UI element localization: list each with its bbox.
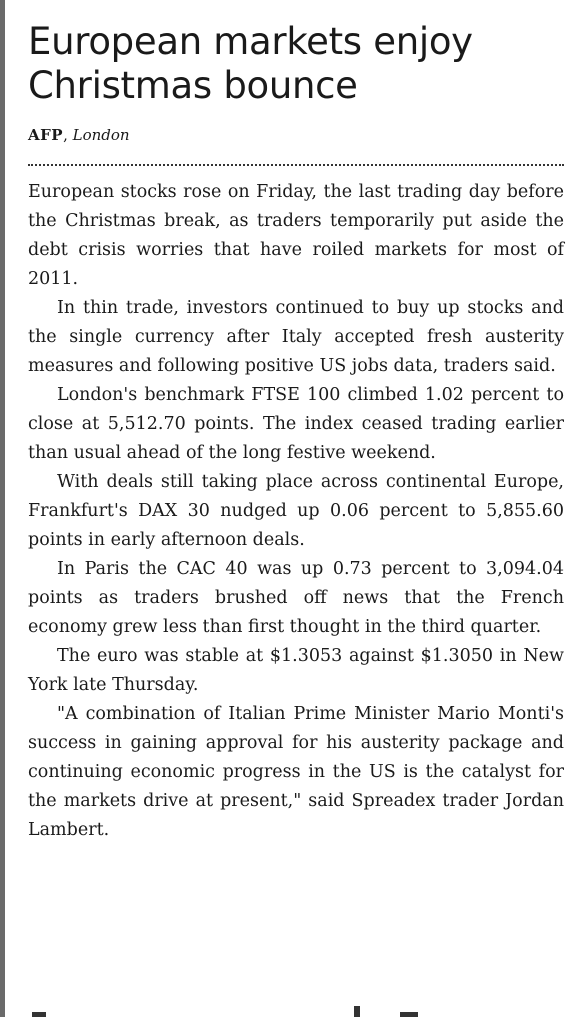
byline-city: London — [72, 126, 130, 144]
paragraph-2: In thin trade, investors continued to buy up stocks and the single currency after Italy accepted fresh austerity measures and following positive US jobs data, traders said. — [28, 298, 564, 376]
paragraph-7: "A combination of Italian Prime Minister Mario Monti's success in gaining approval for his austerity package and continuing economic progress in the US is the catalyst for the markets drive at present," said Spreadex trader Jordan Lambert. — [28, 704, 564, 840]
paragraph-3: London's benchmark FTSE 100 climbed 1.02 percent to close at 5,512.70 points. The index ceased trading earlier than usual ahead of the long festive weekend. — [28, 385, 564, 463]
left-column-rule — [0, 0, 5, 1017]
byline — [28, 126, 564, 144]
paragraph-1: European stocks rose on Friday, the last trading day before the Christmas break, as traders temporarily put aside the debt crisis worries that have roiled markets for most of 2011. — [28, 182, 564, 289]
paragraph-5: In Paris the CAC 40 was up 0.73 percent to 3,094.04 points as traders brushed off news that the French economy grew less than first thought in the third quarter. — [28, 559, 564, 637]
headline-line-1: European markets enjoy — [28, 20, 473, 63]
headline — [28, 20, 564, 108]
next-article-cropped-headline — [28, 1004, 564, 1017]
byline-agency: AFP — [28, 126, 64, 144]
article-body — [28, 178, 564, 845]
news-article — [28, 20, 564, 845]
cropped-glyph — [400, 1012, 418, 1017]
paragraph-6: The euro was stable at $1.3053 against $1.3050 in New York late Thursday. — [28, 646, 564, 695]
paragraph-4: With deals still taking place across continental Europe, Frankfurt's DAX 30 nudged up 0.06 percent to 5,855.60 points in early afternoon deals. — [28, 472, 564, 550]
cropped-glyph — [354, 1006, 360, 1017]
cropped-glyph — [32, 1012, 46, 1017]
byline-separator: , — [63, 126, 68, 144]
byline-divider — [28, 164, 564, 166]
headline-line-2: Christmas bounce — [28, 64, 358, 107]
